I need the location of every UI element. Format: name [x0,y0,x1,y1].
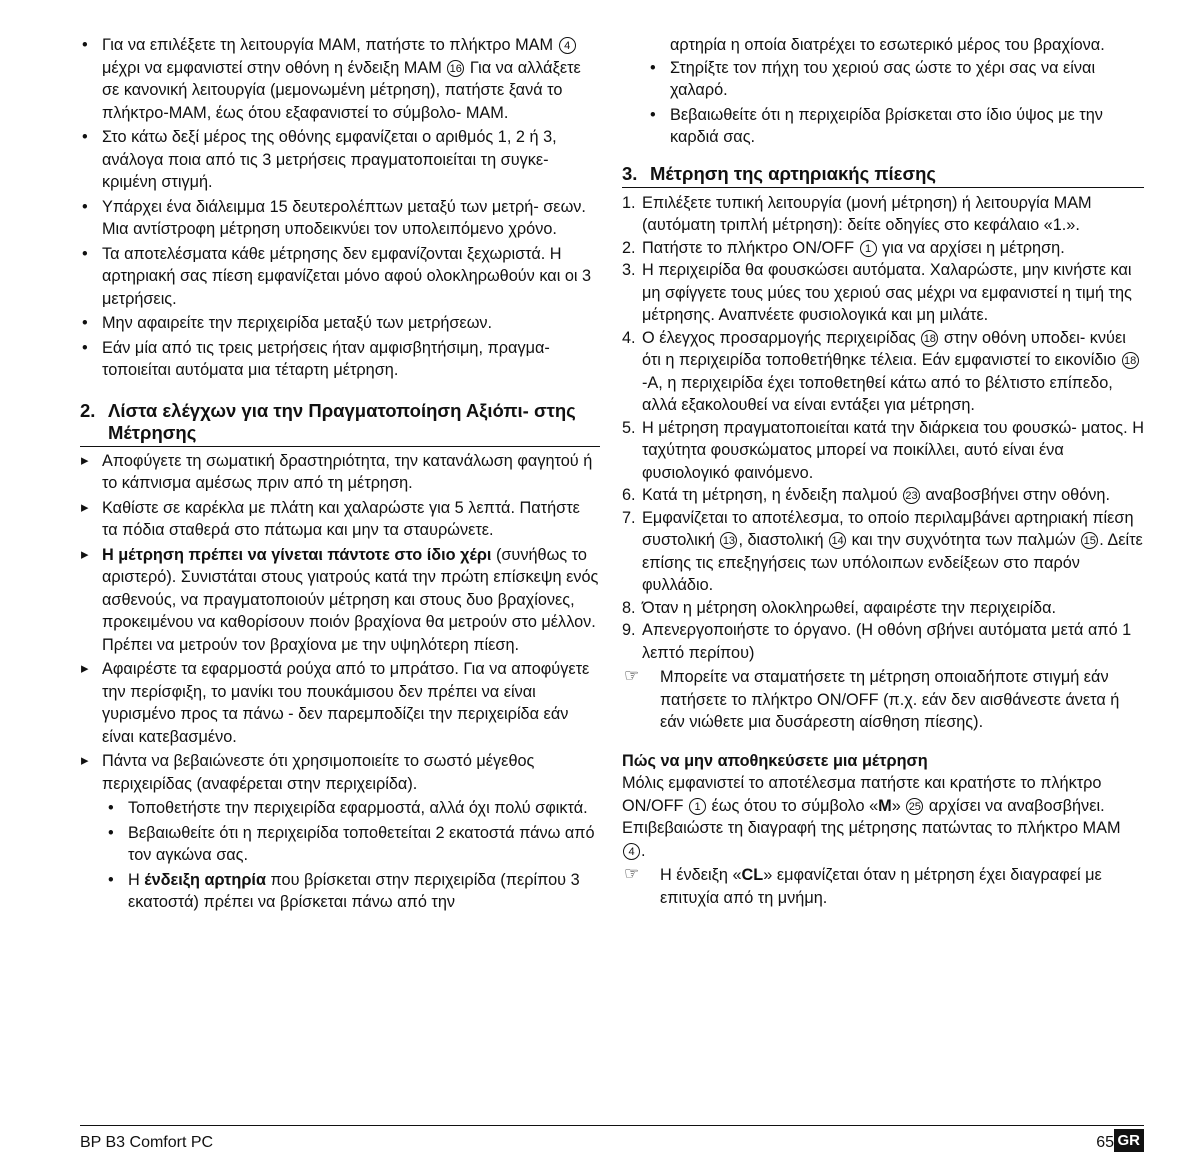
step-number: 8. [622,598,636,617]
no-save-body: Μόλις εμφανιστεί το αποτέλεσμα πατήστε και κρατήστε το πλήκτρο ON/OFF 1 έως ότου το σύμβολο «M» 25 αρχίσει να αναβοσβήνει. Επιβεβαιώστε τη διαγραφή της μέτρησης πατώντας το πλήκτρο MAM 4 . [622,774,1121,860]
reference-number-circle: 13 [720,532,737,549]
step-number: 2. [622,238,636,257]
reference-number-circle: 4 [623,843,640,860]
stop-measurement-note [622,666,1144,734]
checklist-item: ▸ Πάντα να βεβαιώνεστε ότι χρησιμοποιείτε το σωστό μέγεθος περιχειρίδας (αναφέρεται στην περιχειρίδα). [80,750,600,795]
bullet-item: • Τα αποτελέσματα κάθε μέτρησης δεν εμφανίζονται ξεχωριστά. Η αρτηριακή σας πίεση εμφανίζεται μόνο αφού ολοκληρωθούν και οι 3 μετρήσεις. [80,243,600,311]
reference-number-circle: 25 [906,798,923,815]
numbered-step: 8. Όταν η μέτρηση ολοκληρωθεί, αφαιρέστε την περιχειρίδα. [622,597,1144,620]
step-number: 4. [622,328,636,347]
numbered-step: 4. Ο έλεγχος προσαρμογής περιχειρίδας 18 στην οθόνη υποδει- κνύει ότι η περιχειρίδα τοποθετήθηκε τέλεια. Εάν εμφανιστεί το εικονίδιο 18-A, η περιχειρίδα έχει τοποθετηθεί κάτω από το βέλτιστο επίπεδο, αλλά εξακολουθεί να είναι εντάξει για μέτρηση. [622,327,1144,417]
step-number: 7. [622,508,636,527]
continuation-text: αρτηρία η οποία διατρέχει το εσωτερικό μέρος του βραχίονα. [670,36,1105,54]
numbered-step: 5. Η μέτρηση πραγματοποιείται κατά την διάρκεια του φουσκώ- ματος. Η ταχύτητα φουσκώματος μπορεί να ποικίλλει, αυτό είναι ένα φυσιολογικό φαινόμενο. [622,418,1144,482]
cl-note-text: Η ένδειξη «CL» εμφανίζεται όταν η μέτρηση έχει διαγραφεί με επιτυχία από τη μνήμη. [660,866,1102,907]
bullet-subitem: • Τοποθετήστε την περιχειρίδα εφαρμοστά, αλλά όχι πολύ σφικτά. [106,797,600,820]
mam-mode-bullets [80,34,600,382]
bullet-subitem: • Στηρίξτε τον πήχη του χεριού σας ώστε το χέρι σας να είναι χαλαρό. [648,57,1144,102]
right-column [622,34,1144,909]
bullet-item: • Για να επιλέξετε τη λειτουργία MAM, πατήστε το πλήκτρο MAM 4 μέχρι να εμφανιστεί στην οθόνη η ένδειξη MAM 16 Για να αλλάξετε σε κανονική λειτουργία (μεμονωμένη μέτρηση), πατήστε ξανά το πλήκτρο-MAM, έως ότου εξαφανιστεί το σύμβολο- MAM. [80,34,600,124]
section-3-heading [622,163,1144,188]
bullet-item: • Μην αφαιρείτε την περιχειρίδα μεταξύ των μετρήσεων. [80,312,600,335]
bullet-item: • Εάν μία από τις τρεις μετρήσεις ήταν αμφισβητήσιμη, πραγμα- τοποιείται αυτόματα μια τέταρτη μέτρηση. [80,337,600,382]
bullet-item: • Στο κάτω δεξί μέρος της οθόνης εμφανίζεται ο αριθμός 1, 2 ή 3, ανάλογα ποια από τις 3 μετρήσεις πραγματοποιείται τη συγκε- κριμένη στιγμή. [80,126,600,194]
bold-emphasis: CL [741,866,764,884]
no-save-heading: Πώς να μην αποθηκεύσετε μια μέτρηση [622,751,928,770]
footer-model-name: BP B3 Comfort PC [80,1134,214,1151]
reference-number-circle: 1 [689,798,706,815]
arm-position-subitems [622,57,1144,149]
pointing-hand-icon: ☞ [624,864,640,883]
section-3-title: Μέτρηση της αρτηριακής πίεσης [650,162,937,184]
reference-number-circle: 14 [829,532,846,549]
reference-number-circle: 1 [860,240,877,257]
page-number: 65 [1096,1134,1114,1151]
left-column [80,34,600,916]
checklist-item: ▸ Η μέτρηση πρέπει να γίνεται πάντοτε στο ίδιο χέρι (συνήθως το αριστερό). Συνιστάται στους γιατρούς κατά την πρώτη επίσκεψη ενός ασθενούς, να πραγματοποιούν μέτρηση και στους δυο βραχίονες, προκειμένου να καθορίσουν ποιόν βραχίονα θα μετρούν στο μέλλον. Πρέπει να μετρούν τον βραχίονα με την υψηλότερη πίεση. [80,544,600,657]
numbered-step: 7. Εμφανίζεται το αποτέλεσμα, το οποίο περιλαμβάνει αρτηριακή πίεση συστολική 13 , διαστολική 14 και την συχνότητα των παλμών 15 . Δείτε επίσης τις επεξηγήσεις των υπόλοιπων ενδείξεων στο παρόν φυλλάδιο. [622,508,1143,594]
bold-emphasis: ένδειξη αρτηρία [144,870,266,889]
reference-number-circle: 15 [1081,532,1098,549]
step-number: 9. [622,621,636,639]
numbered-step: 6. Κατά τη μέτρηση, η ένδειξη παλμού 23 αναβοσβήνει στην οθόνη. [622,484,1144,507]
cuff-size-subitems [80,797,600,914]
cl-note [622,864,1144,909]
numbered-step: 9. Απενεργοποιήστε το όργανο. (Η οθόνη σβήνει αυτόματα μετά από 1 λεπτό περίπου) [622,621,1132,662]
bullet-subitem: • Βεβαιωθείτε ότι η περιχειρίδα τοποθετείται 2 εκατοστά πάνω από τον αγκώνα σας. [106,822,600,867]
stop-measurement-note-text: Μπορείτε να σταματήσετε τη μέτρηση οποιαδήποτε στιγμή εάν πατήσετε το πλήκτρο ON/OFF (π.χ. εάν δεν αισθάνεστε άνετα ή εάν νιώθετε μια δυσάρεστη αίσθηση πίεσης). [660,668,1120,731]
bold-emphasis: M [878,796,892,815]
section-2-heading [80,400,600,447]
numbered-step: 3. Η περιχειρίδα θα φουσκώσει αυτόματα. Χαλαρώστε, μην κινήστε και μη σφίγγετε τους μύες του χεριού σας μέχρι να εμφανιστεί η τιμή της μέτρησης. Αναπνέετε φυσιολογικά και μη μιλάτε. [622,261,1132,324]
checklist-item: ▸ Αφαιρέστε τα εφαρμοστά ρούχα από το μπράτσο. Για να αποφύγετε την περίσφιξη, το μανίκι του πουκάμισου δεν πρέπει να είναι γυρισμένο προς τα πάνω - δεν παρεμποδίζει την περιχειρίδα εάν είναι κατεβασμένο. [80,658,600,748]
bullet-item: • Υπάρχει ένα διάλειμμα 15 δευτερολέπτων μεταξύ των μετρή- σεων. Μια αντίστροφη μέτρηση υποδεικνύει τον υπολειπόμενο χρόνο. [80,196,600,241]
step-number: 1. [622,193,636,212]
step-number: 6. [622,486,636,504]
reference-number-circle: 23 [903,487,920,504]
step-number: 5. [622,418,636,437]
checklist-item: ▸ Αποφύγετε τη σωματική δραστηριότητα, την κατανάλωση φαγητού ή το κάπνισμα αμέσως πριν από τη μέτρηση. [80,450,600,495]
step-number: 3. [622,261,636,279]
reference-number-circle: 18 [921,330,938,347]
reference-number-circle: 4 [559,37,576,54]
bullet-subitem: • Η ένδειξη αρτηρία που βρίσκεται στην περιχειρίδα (περίπου 3 εκατοστά) πρέπει να βρίσκεται πάνω από την [106,869,600,914]
numbered-step: 1. Επιλέξετε τυπική λειτουργία (μονή μέτρηση) ή λειτουργία MAM (αυτόματη τριπλή μέτρηση): δείτε οδηγίες στο κεφάλαιο «1.». [622,193,1092,234]
numbered-step: 2. Πατήστε το πλήκτρο ON/OFF 1 για να αρχίσει η μέτρηση. [622,237,1144,260]
bullet-subitem: • Βεβαιωθείτε ότι η περιχειρίδα βρίσκεται στο ίδιο ύψος με την καρδιά σας. [648,104,1144,149]
bold-emphasis: Η μέτρηση πρέπει να γίνεται πάντοτε στο ίδιο χέρι [102,545,492,564]
checklist-item: ▸ Καθίστε σε καρέκλα με πλάτη και χαλαρώστε για 5 λεπτά. Πατήστε τα πόδια σταθερά στο πάτωμα και μην τα σταυρώνετε. [80,497,600,542]
reference-number-circle: 16 [447,60,464,77]
pointing-hand-icon: ☞ [624,666,640,685]
language-badge: GR [1114,1129,1145,1152]
section-3-number: 3. [622,162,638,184]
measurement-steps [622,192,1144,665]
checklist-items [80,450,600,796]
section-2-title: Λίστα ελέγχων για την Πραγματοποίηση Αξιόπι- στης Μέτρησης [108,399,576,443]
section-2-number: 2. [80,399,96,421]
reference-number-circle: 18 [1122,352,1139,369]
page-footer [80,1125,1144,1151]
